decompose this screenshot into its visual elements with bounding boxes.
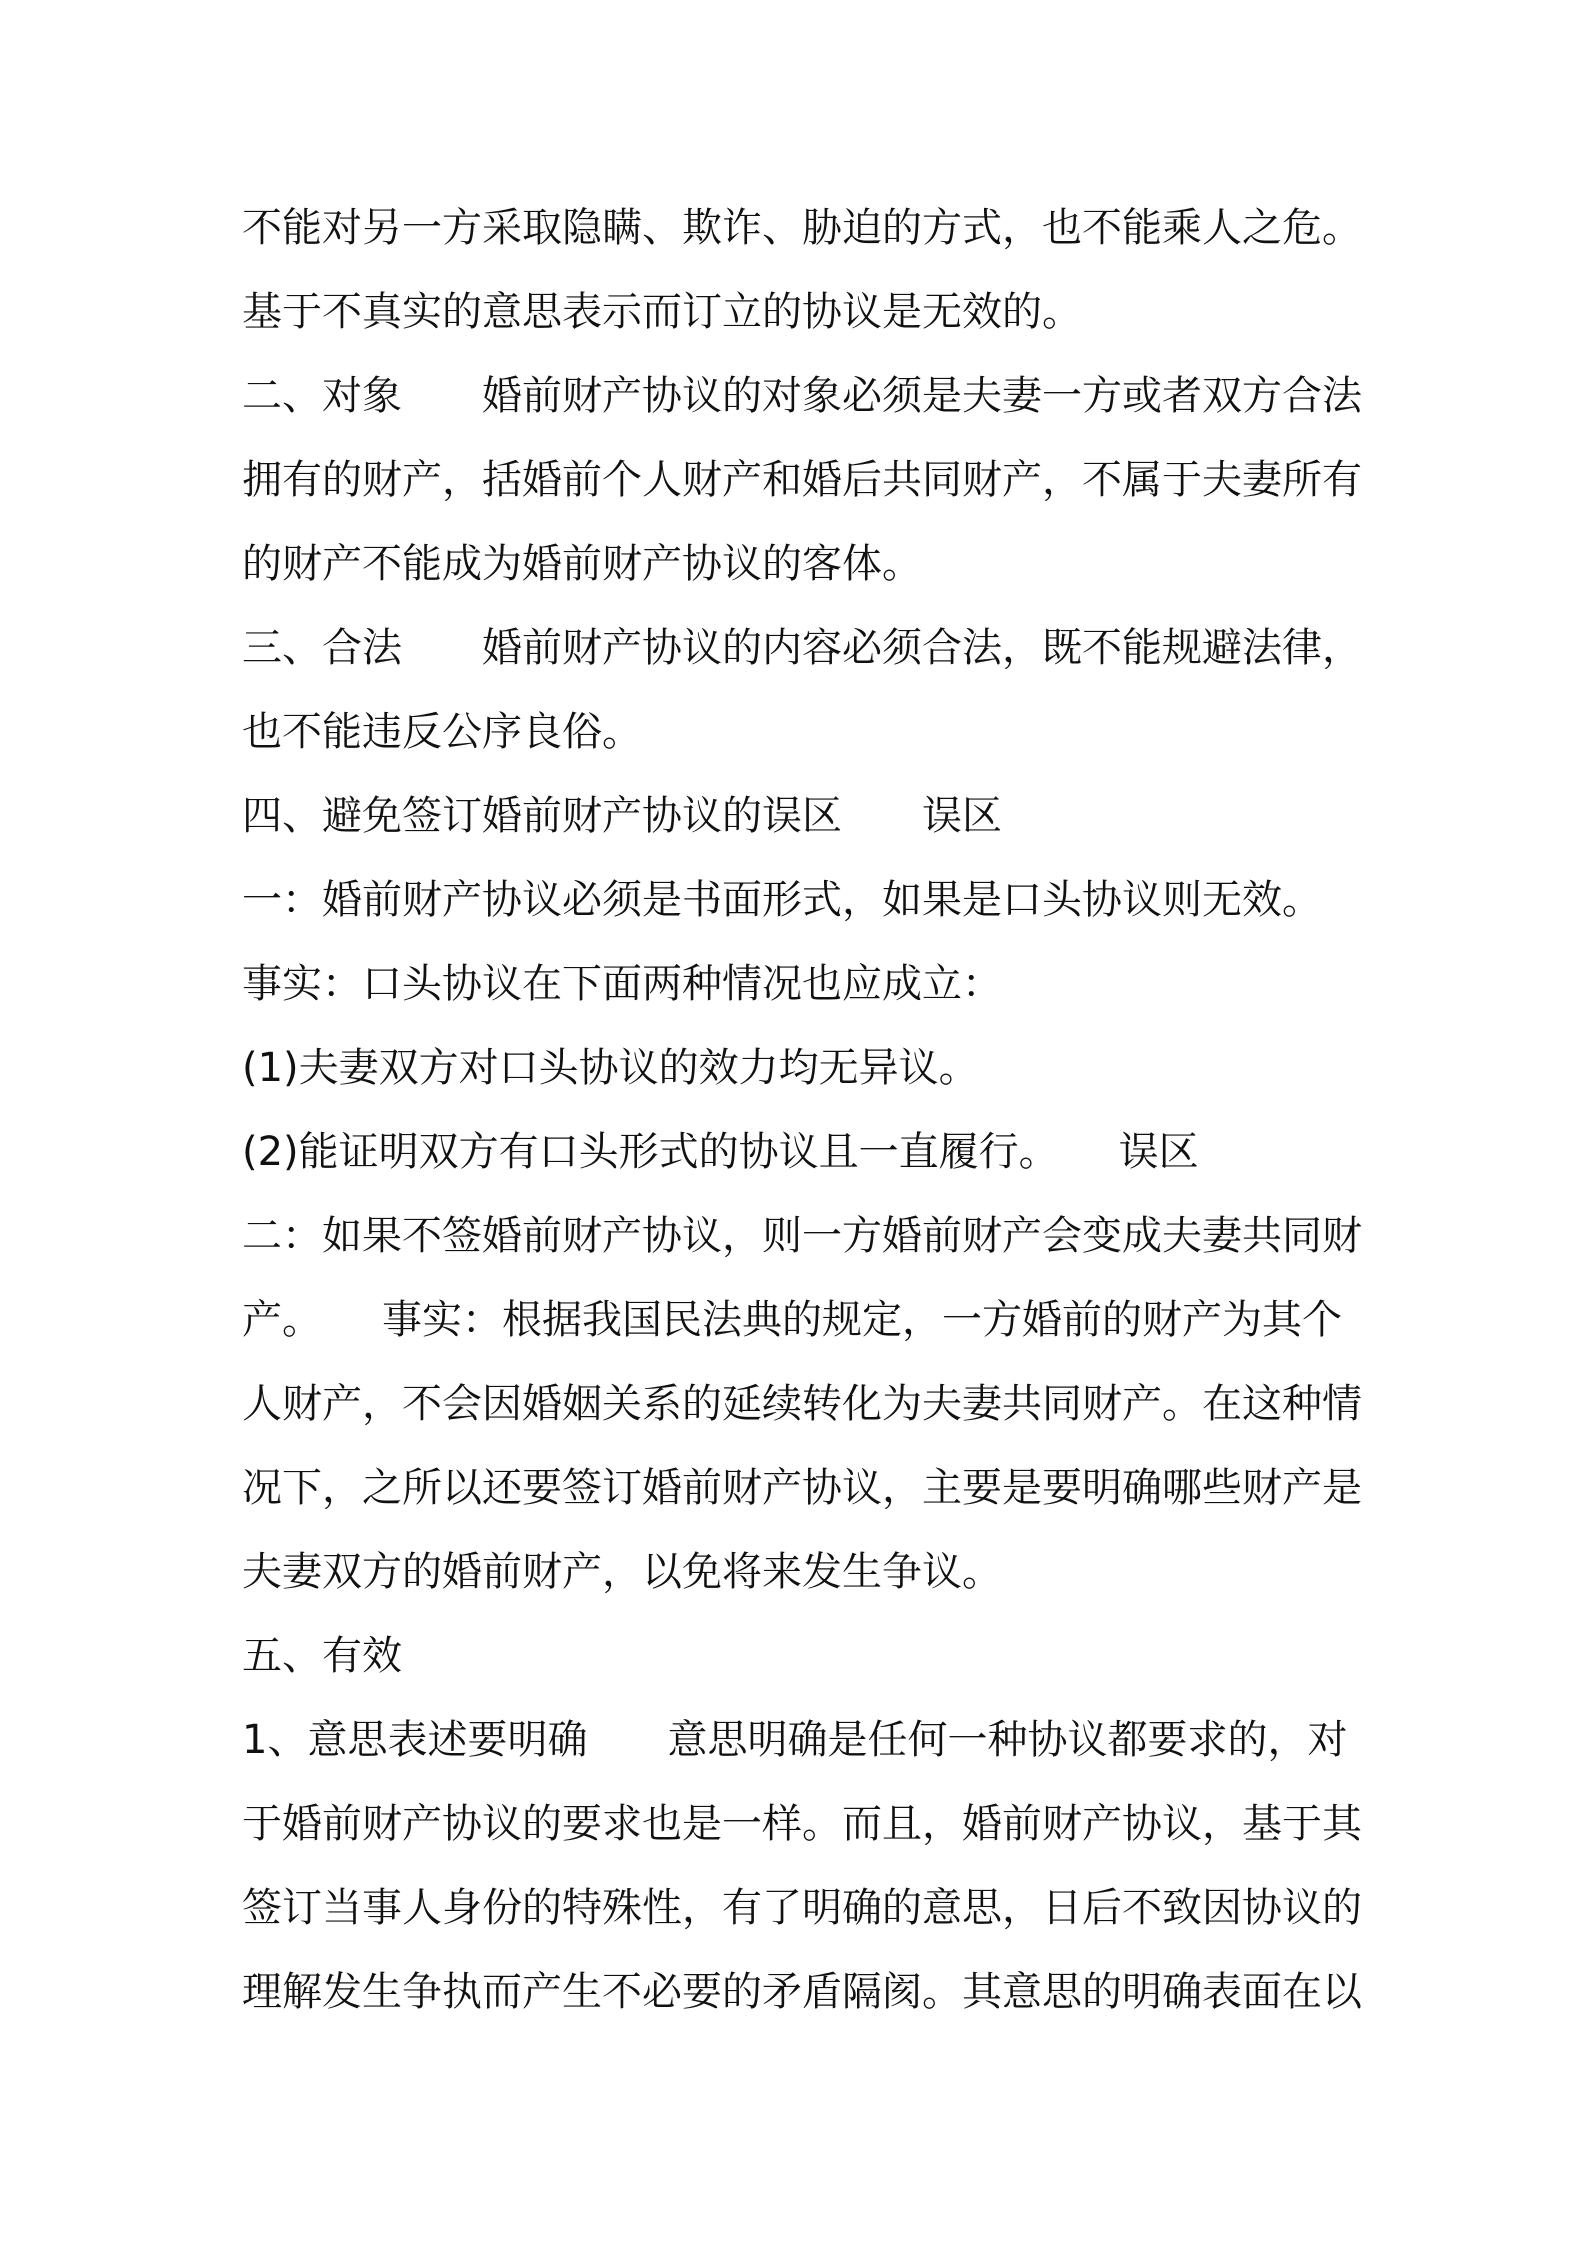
paragraph-line: 二：如果不签婚前财产协议，则一方婚前财产会变成夫妻共同财 xyxy=(242,1213,1362,1259)
paragraph-line: 也不能违反公序良俗。 xyxy=(242,709,642,755)
paragraph-line: 理解发生争执而产生不必要的矛盾隔阂。其意思的明确表面在以 xyxy=(242,1969,1362,2015)
section-heading-line: 二、对象 婚前财产协议的对象必须是夫妻一方或者双方合法 xyxy=(242,373,1362,419)
list-item-line: (1)夫妻双方对口头协议的效力均无异议。 xyxy=(242,1045,979,1091)
paragraph-line: 况下，之所以还要签订婚前财产协议，主要是要明确哪些财产是 xyxy=(242,1465,1362,1511)
section-heading-line: 五、有效 xyxy=(242,1633,402,1679)
paragraph-line: 拥有的财产，括婚前个人财产和婚后共同财产，不属于夫妻所有 xyxy=(242,457,1362,503)
paragraph-line: 人财产，不会因婚姻关系的延续转化为夫妻共同财产。在这种情 xyxy=(242,1381,1362,1427)
paragraph-line: 基于不真实的意思表示而订立的协议是无效的。 xyxy=(242,289,1082,335)
paragraph-line: 1、意思表述要明确 意思明确是任何一种协议都要求的，对 xyxy=(242,1717,1348,1763)
paragraph-line: 一：婚前财产协议必须是书面形式，如果是口头协议则无效。 xyxy=(242,877,1322,923)
section-heading-line: 三、合法 婚前财产协议的内容必须合法，既不能规避法律， xyxy=(242,625,1362,671)
paragraph-line: 事实：口头协议在下面两种情况也应成立： xyxy=(242,961,1002,1007)
list-item-line: (2)能证明双方有口头形式的协议且一直履行。 误区 xyxy=(242,1129,1199,1175)
paragraph-line: 于婚前财产协议的要求也是一样。而且，婚前财产协议，基于其 xyxy=(242,1801,1362,1847)
paragraph-line: 的财产不能成为婚前财产协议的客体。 xyxy=(242,541,922,587)
paragraph-line: 签订当事人身份的特殊性，有了明确的意思，日后不致因协议的 xyxy=(242,1885,1362,1931)
paragraph-line: 夫妻双方的婚前财产，以免将来发生争议。 xyxy=(242,1549,1002,1595)
paragraph-line: 产。 事实：根据我国民法典的规定，一方婚前的财产为其个 xyxy=(242,1297,1342,1343)
paragraph-line: 不能对另一方采取隐瞒、欺诈、胁迫的方式，也不能乘人之危。 xyxy=(242,205,1362,251)
section-heading-line: 四、避免签订婚前财产协议的误区 误区 xyxy=(242,793,1002,839)
